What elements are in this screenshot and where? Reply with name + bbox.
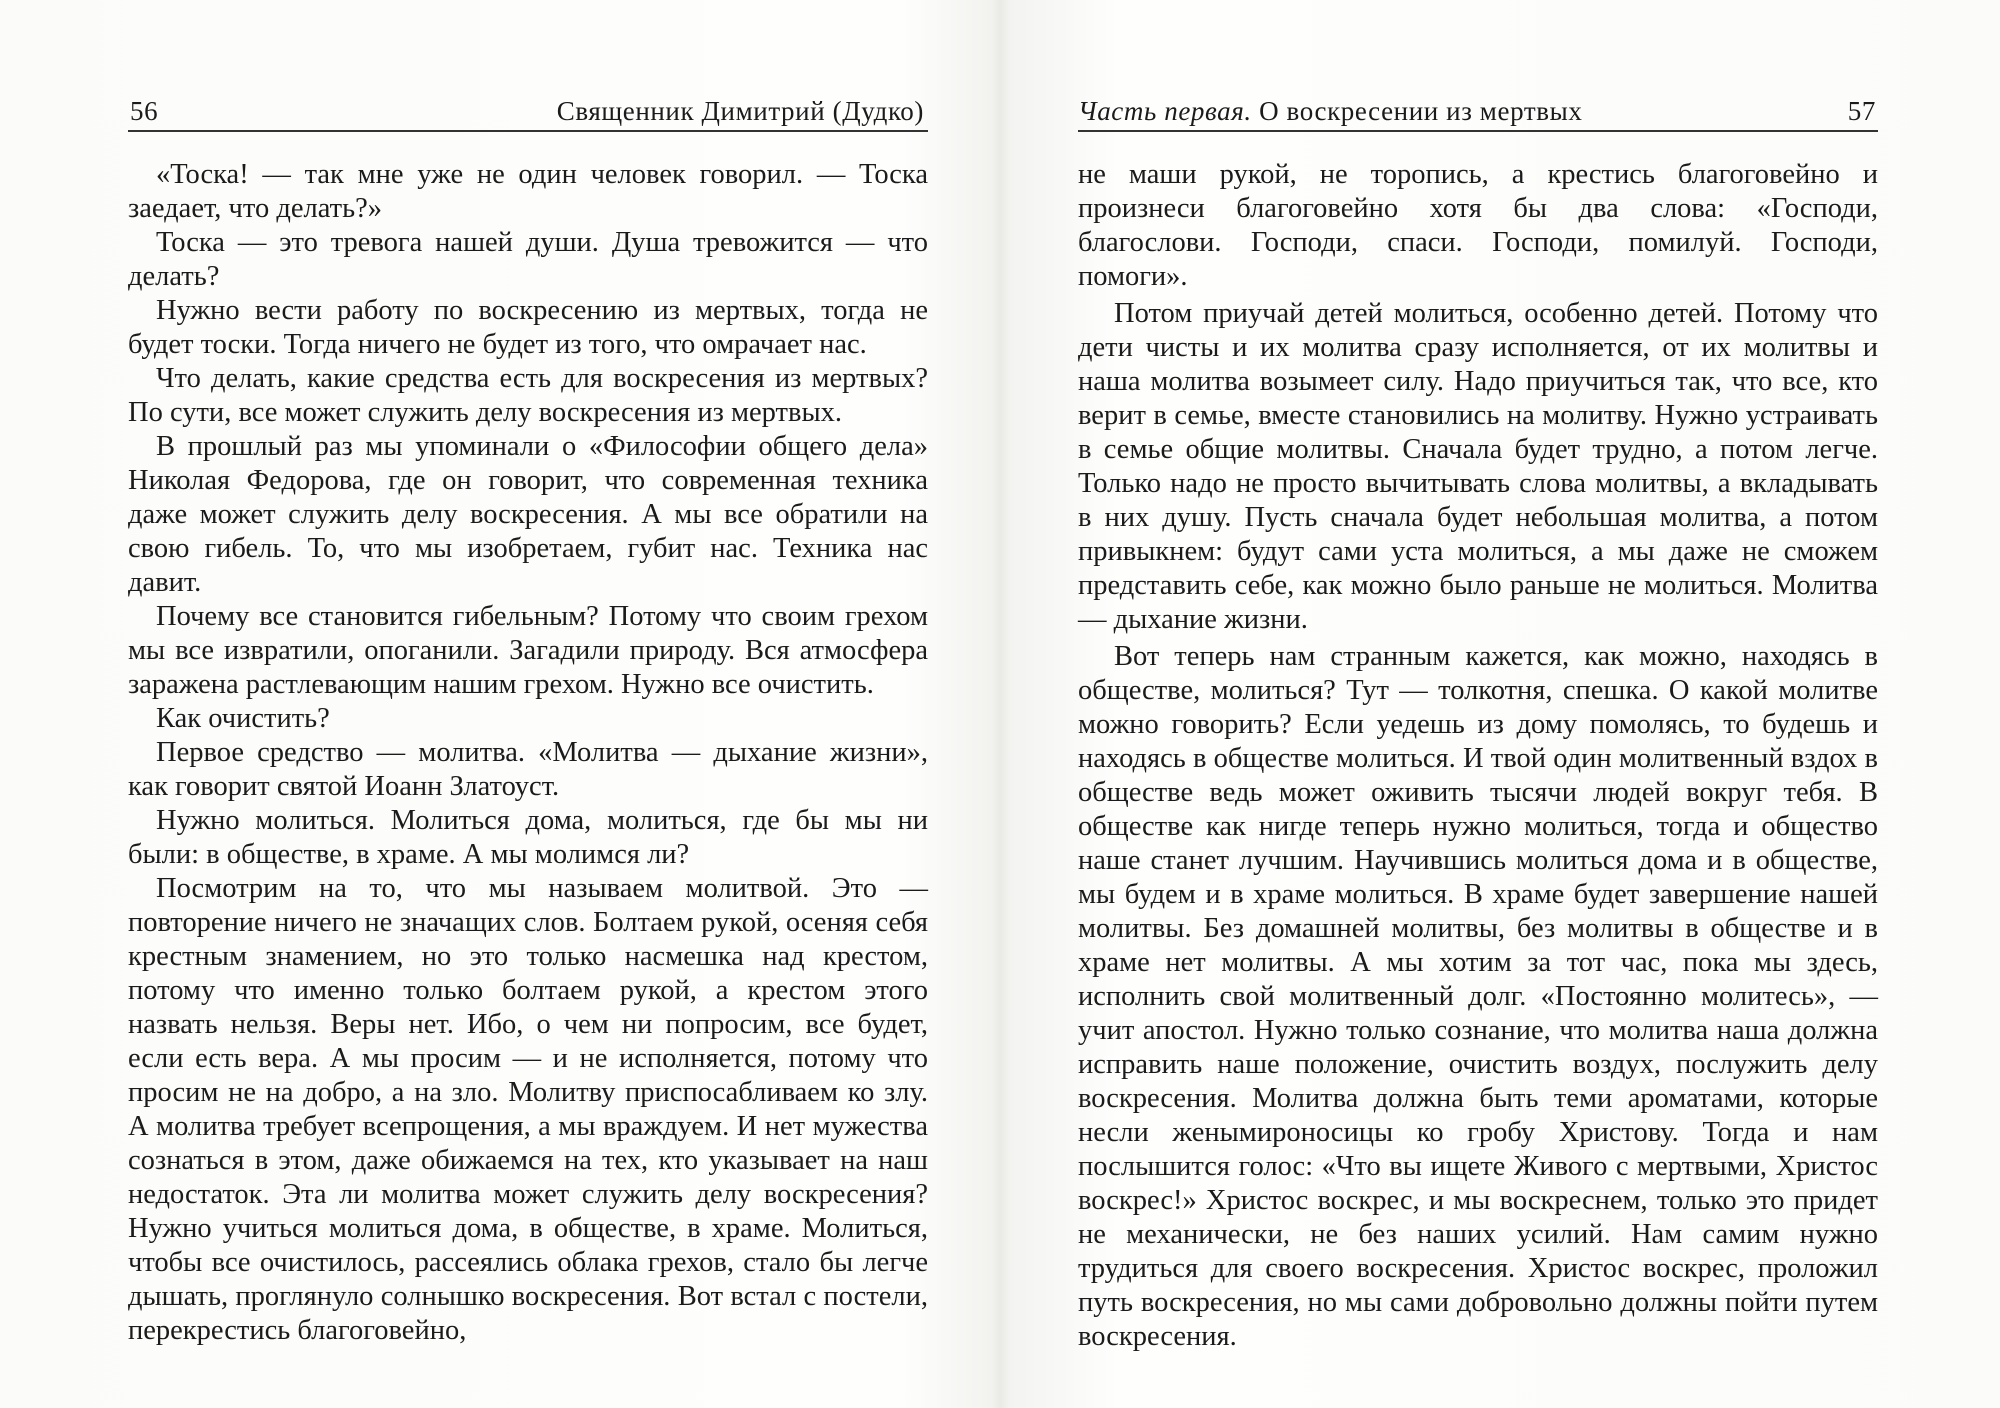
left-page-number: 56 xyxy=(130,96,159,126)
left-paragraph-10: Посмотрим на то, что мы называем молитвой. Это — повторение ничего не значащих слов. Болтаем рукой, осеняя себя крестным знамением, но это только насмешка над крестом, потому что именно только болтаем рукой, а крестом этого назвать нельзя. Веры нет. Ибо, о чем ни попросим, все будет, если есть вера. А мы просим — и не исполняется, потому что просим не на добро, а на зло. Молитву приспосабливаем ко злу. А молитва требует всепрощения, а мы враждуем. И нет мужества сознаться в этом, даже обижаемся на тех, кто указывает на наш недостаток. Эта ли молитва может служить делу воскресения? Нужно учиться молиться дома, в обществе, в храме. Молиться, чтобы все очистилось, рассеялись облака грехов, стало бы легче дышать, проглянуло солнышко воскресения. Вот встал с постели, перекрестись благоговейно, xyxy=(128,873,928,1346)
left-paragraph-2: Тоска — это тревога нашей души. Душа тревожится — что делать? xyxy=(128,227,928,292)
right-body-text xyxy=(1078,158,1878,1354)
right-page xyxy=(1078,0,1878,1408)
right-running-head-title xyxy=(1078,92,1582,130)
left-paragraph-7: Как очистить? xyxy=(156,703,330,734)
running-head-part: Часть первая. xyxy=(1078,96,1252,126)
left-paragraph-3: Нужно вести работу по воскресению из мертвых, тогда не будет тоски. Тогда ничего не будет из того, что омрачает нас. xyxy=(128,295,928,360)
left-body-text xyxy=(128,158,928,1348)
left-page xyxy=(128,0,928,1408)
right-paragraph-1: не маши рукой, не торопись, а крестись благоговейно и произнеси благоговейно хотя бы два слова: «Господи, благослови. Господи, спаси. Господи, помилуй. Господи, помоги». xyxy=(1078,159,1878,292)
running-head-chapter: О воскресении из мертвых xyxy=(1259,96,1583,126)
right-page-number: 57 xyxy=(1847,96,1876,126)
right-paragraph-2: Потом приучай детей молиться, особенно детей. Потому что дети чисты и их молитва сразу исполняется, от их молитвы и наша молитва возымеет силу. Надо приучиться так, что все, кто верит в семье, вместе становились на молитву. Нужно устраивать в семье общие молитвы. Сначала будет трудно, а потом легче. Только надо не просто вычитывать слова молитвы, а вкладывать в них душу. Пусть сначала будет небольшая молитва, а потом привыкнем: будут сами уста молиться, а мы даже не сможем представить себе, как можно было раньше не молиться. Молитва — дыхание жизни. xyxy=(1078,298,1878,635)
left-running-head-title: Священник Димитрий (Дудко) xyxy=(556,96,924,126)
left-paragraph-9: Нужно молиться. Молиться дома, молиться, где бы мы ни были: в обществе, в храме. А мы молимся ли? xyxy=(128,805,928,870)
right-running-head xyxy=(1078,92,1878,132)
left-paragraph-4: Что делать, какие средства есть для воскресения из мертвых? По сути, все может служить делу воскресения из мертвых. xyxy=(128,363,928,428)
right-paragraph-3: Вот теперь нам странным кажется, как можно, находясь в обществе, молиться? Тут — толкотня, спешка. О какой молитве можно говорить? Если уедешь из дому помолясь, то будешь и находясь в обществе молиться. И твой один молитвенный вздох в обществе ведь может оживить тысячи людей вокруг тебя. В обществе как нигде теперь нужно молиться, тогда и общество наше станет лучшим. Научившись молиться дома и в обществе, мы будем и в храме молиться. В храме будет завершение нашей молитвы. Без домашней молитвы, без молитвы в обществе и в храме нет молитвы. А мы хотим за тот час, пока мы здесь, исполнить свой молитвенный долг. «Постоянно молитесь», — учит апостол. Нужно только сознание, что молитва наша должна исправить наше положение, очистить воздух, послужить делу воскресения. Молитва должна быть теми ароматами, которые несли женымироносицы ко гробу Христову. Тогда и нам послышится голос: «Что вы ищете Живого с мертвыми, Христос воскрес!» Христос воскрес, и мы воскреснем, только это придет не механически, не без наших усилий. Нам самим нужно трудиться для своего воскресения. Христос воскрес, проложил путь воскресения, но мы сами добровольно должны пойти путем воскресения. xyxy=(1078,641,1878,1352)
left-running-head xyxy=(128,92,928,132)
left-paragraph-1: «Тоска! — так мне уже не один человек говорил. — Тоска заедает, что делать?» xyxy=(128,159,928,224)
left-paragraph-5: В прошлый раз мы упоминали о «Философии общего дела» Николая Федорова, где он говорит, что современная техника даже может служить делу воскресения. А мы все обратили на свою гибель. То, что мы изобретаем, губит нас. Техника нас давит. xyxy=(128,431,928,598)
left-paragraph-8: Первое средство — молитва. «Молитва — дыхание жизни», как говорит святой Иоанн Златоуст. xyxy=(128,737,928,802)
left-paragraph-6: Почему все становится гибельным? Потому что своим грехом мы все извратили, опоганили. Загадили природу. Вся атмосфера заражена растлевающим нашим грехом. Нужно все очистить. xyxy=(128,601,928,700)
